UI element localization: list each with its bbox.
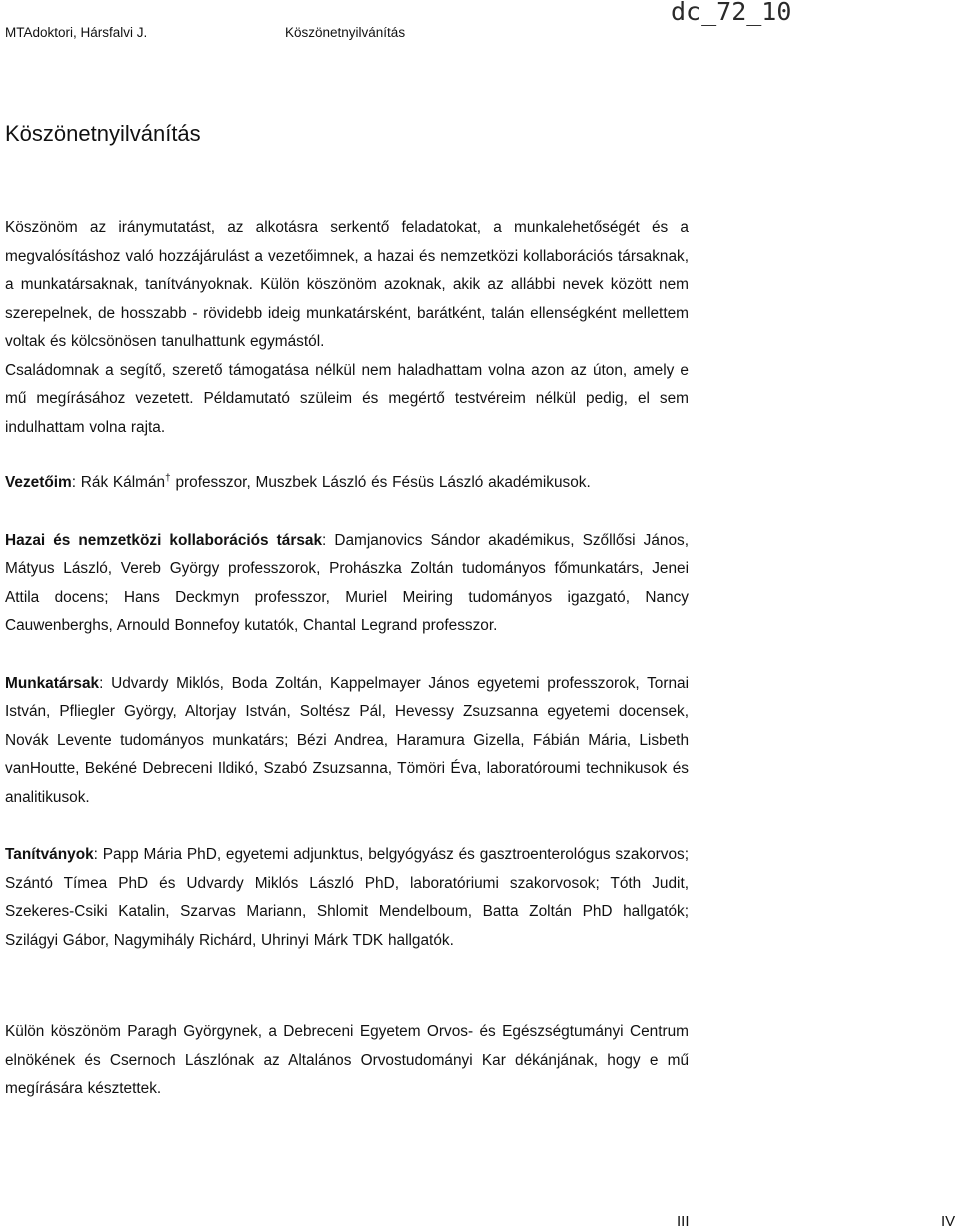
- closing-paragraph: Külön köszönöm Paragh Györgynek, a Debreceni Egyetem Orvos- és Egészségtumányi Centrum elnökének és Csernoch Lászlónak az Altalános Orvostudományi Kar dékánjának, hogy e mű megírására késztettek.: [5, 1023, 689, 1097]
- students-paragraph: [5, 841, 689, 955]
- page-number-right: IV: [941, 1213, 956, 1230]
- running-header-section: Köszönetnyilvánítás: [285, 25, 406, 40]
- intro-paragraph: Köszönöm az iránymutatást, az alkotásra serkentő feladatokat, a munkalehetőségét és a megvalósításhoz való hozzájárulást a vezetőimnek, a hazai és nemzetközi kollaborációs társaknak, a munkatársaknak, tanítványoknak. Külön köszönöm azoknak, akik az allábbi nevek között nem szerepelnek, de hosszabb - rövidebb ideig munkatársként, barátként, talán ellenségként mellettem voltak és kölcsönösen tanulhattunk egymástól.: [5, 219, 689, 350]
- leaders-paragraph: [5, 469, 689, 498]
- collaborators-text: : Damjanovics Sándor akadémikus, Szőllősi János, Mátyus László, Vereb György professzorok, Prohászka Zoltán tudományos főmunkatárs, Jenei Attila docens; Hans Deckmyn professzor, Muriel Meiring tudományos igazgató, Nancy Cauwenberghs, Arnould Bonnefoy kutatók, Chantal Legrand professzor.: [5, 531, 689, 634]
- page-title: Köszönetnyilvánítás: [5, 121, 201, 146]
- colleagues-text: : Udvardy Miklós, Boda Zoltán, Kappelmayer János egyetemi professzorok, Tornai István, Pfliegler György, Altorjay István, Soltész Pál, Hevessy Zsuzsanna egyetemi docensek, Novák Levente tudományos munkatárs; Bézi Andrea, Haramura Gizella, Fábián Mária, Lisbeth vanHoutte, Bekéné Debreceni Ildikó, Szabó Zsuzsanna, Tömöri Éva, laboratóroumi technikusok és analitikusok.: [5, 674, 689, 806]
- students-text: : Papp Mária PhD, egyetemi adjunktus, belgyógyász és gasztroenterológus szakorvos; Szántó Tímea PhD és Udvardy Miklós László PhD, laboratóriumi szakorvosok; Tóth Judit, Szekeres-Csiki Katalin, Szarvas Mariann, Shlomit Mendelboum, Batta Zoltán PhD hallgatók; Szilágyi Gábor, Nagymihály Richárd, Uhrinyi Márk TDK hallgatók.: [5, 846, 689, 949]
- colleagues-paragraph: [5, 670, 689, 813]
- colleagues-label: Munkatársak: [5, 674, 100, 692]
- family-paragraph: Családomnak a segítő, szerető támogatása nélkül nem haladhattam volna azon az úton, amely e mű megírásához vezetett. Példamutató szüleim és megértő testvéreim nélkül pedig, el sem indulhattam volna rajta.: [5, 361, 689, 436]
- dagger-mark: †: [165, 472, 171, 484]
- page-number-left: III: [677, 1213, 690, 1230]
- collaborators-label: Hazai és nemzetközi kollaborációs társak: [5, 531, 323, 549]
- collaborators-paragraph: [5, 527, 689, 641]
- running-header-author: MTAdoktori, Hársfalvi J.: [5, 25, 148, 40]
- leaders-text-before: : Rák Kálmán: [71, 474, 166, 491]
- acknowledgements-body: [5, 214, 689, 1104]
- leaders-text-after: professzor, Muszbek László és Fésüs László akadémikusok.: [170, 474, 591, 491]
- students-label: Tanítványok: [5, 846, 94, 863]
- document-id-stamp: dc_72_10: [671, 0, 792, 26]
- leaders-label: Vezetőim: [5, 474, 72, 491]
